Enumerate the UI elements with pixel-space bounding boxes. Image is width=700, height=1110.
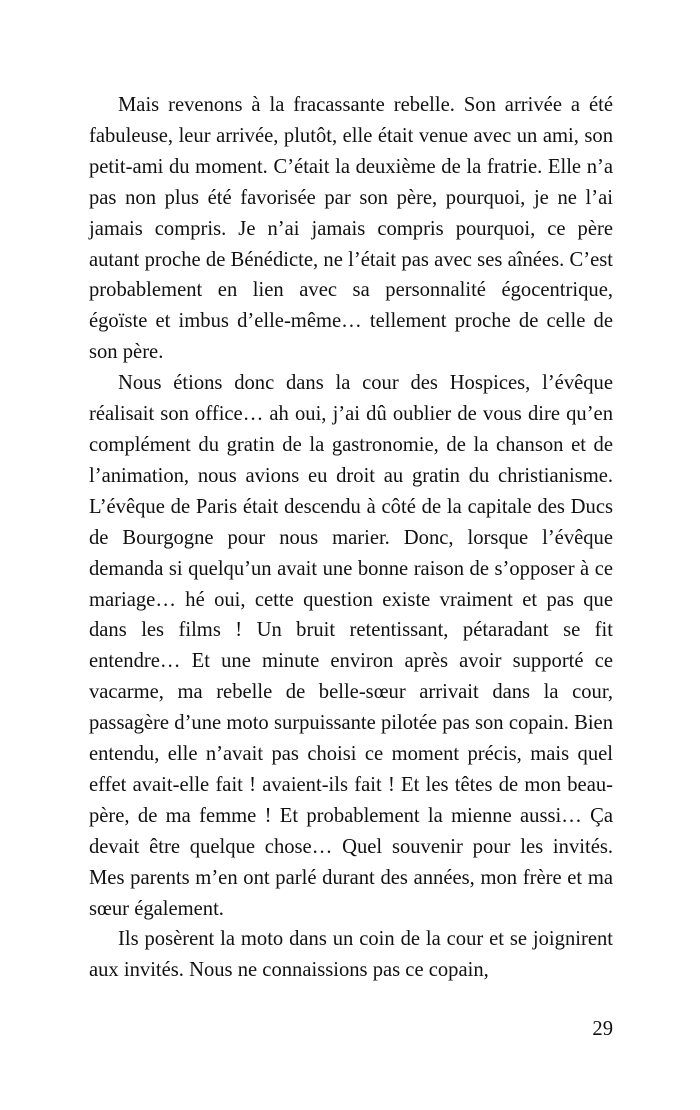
paragraph-2: Nous étions donc dans la cour des Hospices, l’évêque réalisait son office… ah oui, j’ai dû oublier de vous dire qu’en complément du gratin de la gastronomie, de la chanson et de l’animation, nous avions eu droit au gratin du christianisme. L’évêque de Paris était descendu à côté de la capitale des Ducs de Bourgogne pour nous marier. Donc, lorsque l’évêque demanda si quelqu’un avait une bonne raison de s’opposer à ce mariage… hé oui, cette question existe vraiment et pas que dans les films ! Un bruit retentissant, pétaradant se fit entendre… Et une minute environ après avoir supporté ce vacarme, ma rebelle de belle-sœur arrivait dans la cour, passagère d’une moto surpuissante pilotée pas son copain. Bien entendu, elle n’avait pas choisi ce moment précis, mais quel effet avait-elle fait ! avaient-ils fait ! Et les têtes de mon beau-père, de ma femme ! Et probablement la mienne aussi… Ça devait être quelque chose… Quel souvenir pour les invités. Mes parents m’en ont parlé durant des années, mon frère et ma sœur également. [89, 372, 613, 920]
page-number: 29 [592, 1018, 613, 1040]
paragraph-3: Ils posèrent la moto dans un coin de la cour et se joignirent aux invités. Nous ne connaissions pas ce copain, [89, 928, 613, 982]
page-body [89, 90, 613, 986]
paragraph-1: Mais revenons à la fracassante rebelle. Son arrivée a été fabuleuse, leur arrivée, plutôt, elle était venue avec un ami, son petit-ami du moment. C’était la deuxième de la fratrie. Elle n’a pas non plus été favorisée par son père, pourquoi, je ne l’ai jamais compris. Je n’ai jamais compris pourquoi, ce père autant proche de Bénédicte, ne l’était pas avec ses aînées. C’est probablement en lien avec sa personnalité égocentrique, égoïste et imbus d’elle-même… tellement proche de celle de son père. [89, 94, 613, 364]
